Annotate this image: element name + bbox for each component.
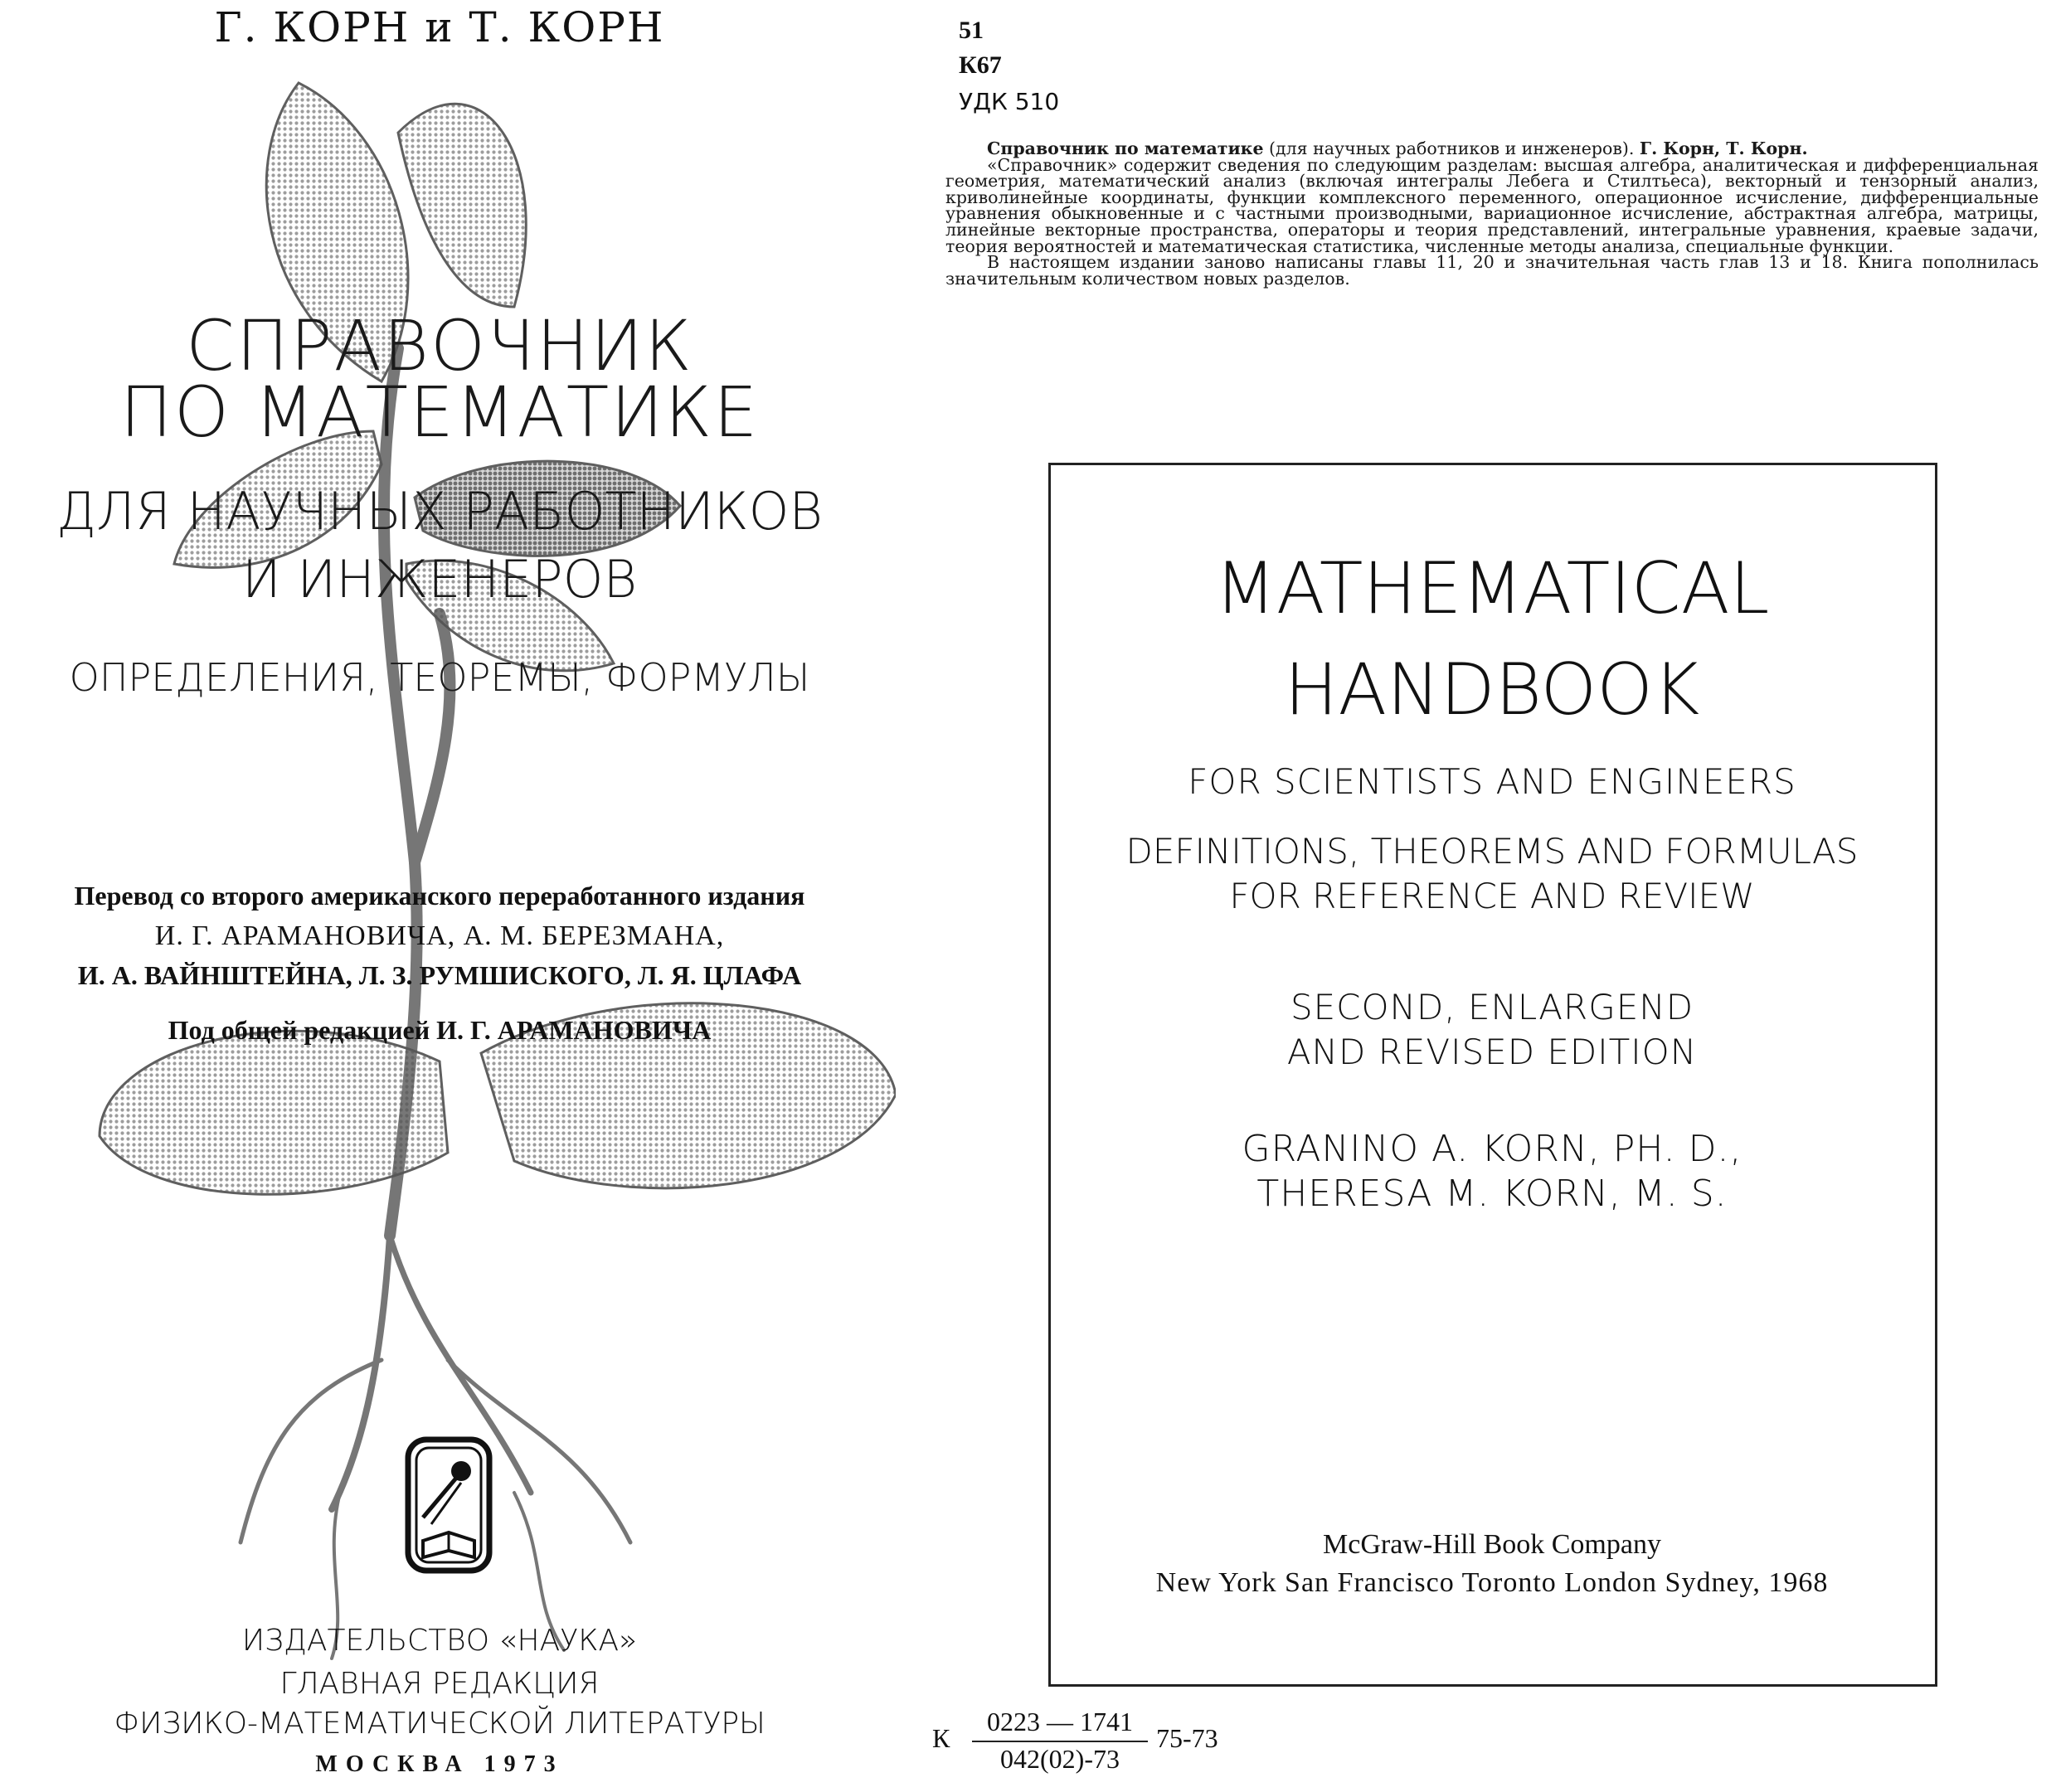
classification-code: 51 — [959, 17, 984, 44]
abstract-title-rest: (для научных работников и инженеров). — [1263, 138, 1640, 158]
publisher-logo-icon — [403, 1435, 494, 1576]
original-title-line1: MATHEMATICAL — [1214, 547, 1770, 630]
translators-line1: И. Г. АРАМАНОВИЧА, А. М. БЕРЕЗМАНА, — [154, 920, 725, 951]
udk-code: УДК 510 — [959, 88, 1060, 115]
original-author2: THERESA M. KORN, M. S. — [1256, 1173, 1728, 1215]
book-subtitle-line2: И ИНЖЕНЕРОВ — [241, 549, 638, 609]
original-title-frame — [1048, 463, 1937, 1687]
catalog-tail: 75-73 — [1156, 1723, 1218, 1753]
publisher-division: ГЛАВНАЯ РЕДАКЦИЯ — [279, 1667, 600, 1701]
book-subtitle-line1: ДЛЯ НАУЧНЫХ РАБОТНИКОВ — [56, 481, 823, 541]
book-authors-ru: Г. КОРН и Т. КОРН — [214, 3, 665, 51]
original-cities-year: New York San Francisco Toronto London Sydney, 1968 — [1155, 1567, 1829, 1598]
publisher-literature: ФИЗИКО-МАТЕМАТИЧЕСКОЙ ЛИТЕРАТУРЫ — [114, 1707, 766, 1741]
book-tagline: ОПРЕДЕЛЕНИЯ, ТЕОРЕМЫ, ФОРМУЛЫ — [69, 655, 810, 700]
original-publisher: McGraw-Hill Book Company — [1323, 1529, 1661, 1560]
abstract-block — [945, 138, 2039, 289]
book-title-line2: ПО МАТЕМАТИКЕ — [119, 372, 760, 453]
catalog-numerator: 0223 — 1741 — [972, 1707, 1148, 1742]
editor-line: Под общей редакцией И. Г. АРАМАНОВИЧА — [168, 1015, 712, 1045]
original-tagline-line2: FOR REFERENCE AND REVIEW — [1229, 876, 1755, 916]
edition-line1: SECOND, ENLARGEND — [1290, 987, 1694, 1027]
abstract-authors: Г. Корн, Т. Корн. — [1639, 138, 1808, 158]
original-subtitle: FOR SCIENTISTS AND ENGINEERS — [1188, 761, 1796, 802]
abstract-title: Справочник по математике — [987, 138, 1264, 158]
original-author1: GRANINO A. KORN, PH. D., — [1242, 1128, 1742, 1170]
city-year: МОСКВА 1973 — [315, 1751, 564, 1777]
original-tagline-line1: DEFINITIONS, THEOREMS AND FORMULAS — [1125, 831, 1859, 872]
catalog-fraction — [972, 1707, 1148, 1775]
translators-line2: И. А. ВАЙНШТЕЙНА, Л. З. РУМШИСКОГО, Л. Я. ЦЛАФА — [77, 960, 802, 990]
original-title-line2: HANDBOOK — [1284, 648, 1700, 731]
catalog-denominator: 042(02)-73 — [1000, 1744, 1120, 1774]
abstract-edition-note: В настоящем издании заново написаны главы 11, 20 и значительная часть глав 13 и 18. Книга пополнилась значительным количеством новых разделов. — [945, 252, 2039, 289]
edition-line2: AND REVISED EDITION — [1286, 1032, 1698, 1072]
book-title-line1: СПРАВОЧНИК — [186, 305, 693, 386]
publisher-name: ИЗДАТЕЛЬСТВО «НАУКА» — [241, 1624, 638, 1658]
abstract-contents: «Справочник» содержит сведения по следующим разделам: высшая алгебра, аналитическая и дифференциальная геометрия, математический анализ (включая интегралы Лебега и Стилтьеса), векторный и тензорный анализ, криволинейные координаты, функции комплексного переменного, операционное исчисление, дифференциальные уравнения обыкновенные и с частными производными, вариационное исчисление, абстрактная алгебра, матрицы, линейные векторные пространства, операторы и теория представлений, интегральные уравнения, краевые задачи, теория вероятностей и математическая статистика, численные методы анализа, специальные функции. — [945, 154, 2039, 256]
translation-note: Перевод со второго американского переработанного издания — [74, 881, 805, 911]
author-mark: К67 — [959, 51, 1002, 79]
catalog-letter: К — [932, 1723, 950, 1753]
